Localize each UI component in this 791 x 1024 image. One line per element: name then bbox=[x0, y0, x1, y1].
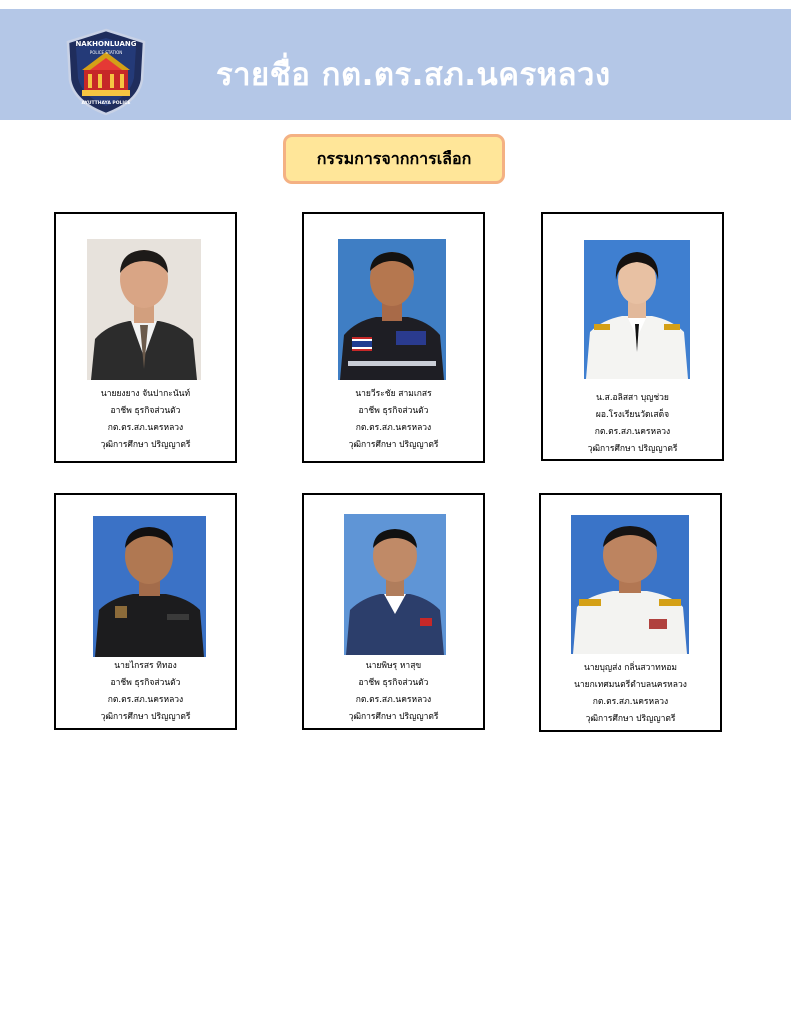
member-name: นายยงยาง จันปากะนันท์ bbox=[100, 389, 191, 399]
member-caption bbox=[56, 386, 235, 454]
member-name: นายพิษรุ หาสุข bbox=[365, 661, 422, 671]
svg-text:NAKHONLUANG: NAKHONLUANG bbox=[75, 40, 137, 48]
member-education: วุฒิการศึกษา ปริญญาตรี bbox=[348, 712, 439, 722]
member-card bbox=[54, 493, 237, 730]
member-caption bbox=[304, 658, 483, 726]
member-caption bbox=[56, 658, 235, 726]
member-affiliation: กต.ตร.สภ.นครหลวง bbox=[107, 423, 184, 433]
member-photo bbox=[344, 514, 446, 655]
member-name: นายวีระชัย สามเกสร bbox=[355, 389, 432, 399]
member-occupation: อาชีพ ธุรกิจส่วนตัว bbox=[358, 406, 429, 416]
svg-text:AYUTTHAYA POLICE: AYUTTHAYA POLICE bbox=[81, 101, 131, 106]
member-photo bbox=[338, 239, 446, 380]
member-name: นายบุญส่ง กลิ่นสวาทหอม bbox=[583, 663, 678, 673]
member-occupation: อาชีพ ธุรกิจส่วนตัว bbox=[110, 406, 181, 416]
member-education: วุฒิการศึกษา ปริญญาตรี bbox=[348, 440, 439, 450]
member-education: วุฒิการศึกษา ปริญญาตรี bbox=[100, 440, 191, 450]
member-photo bbox=[87, 239, 201, 380]
member-affiliation: กต.ตร.สภ.นครหลวง bbox=[355, 695, 432, 705]
member-occupation: นายกเทศมนตรีตำบลนครหลวง bbox=[574, 680, 687, 690]
member-occupation: อาชีพ ธุรกิจส่วนตัว bbox=[110, 678, 181, 688]
member-affiliation: กต.ตร.สภ.นครหลวง bbox=[355, 423, 432, 433]
member-education: วุฒิการศึกษา ปริญญาตรี bbox=[100, 712, 191, 722]
member-education: วุฒิการศึกษา ปริญญาตรี bbox=[585, 714, 676, 724]
svg-text:POLICE STATION: POLICE STATION bbox=[89, 50, 123, 55]
member-photo bbox=[584, 240, 690, 379]
member-caption bbox=[304, 386, 483, 454]
member-affiliation: กต.ตร.สภ.นครหลวง bbox=[107, 695, 184, 705]
member-caption bbox=[543, 390, 722, 458]
page-header bbox=[0, 9, 791, 120]
page-title: รายชื่อ กต.ตร.สภ.นครหลวง bbox=[216, 57, 611, 93]
member-card bbox=[302, 212, 485, 463]
member-occupation: ผอ.โรงเรียนวัดเสด็จ bbox=[595, 410, 670, 420]
member-caption bbox=[541, 660, 720, 728]
member-card bbox=[541, 212, 724, 461]
member-occupation: อาชีพ ธุรกิจส่วนตัว bbox=[358, 678, 429, 688]
member-card bbox=[54, 212, 237, 463]
member-affiliation: กต.ตร.สภ.นครหลวง bbox=[594, 427, 671, 437]
member-photo bbox=[93, 516, 206, 657]
member-name: นายไกรสร ทิทอง bbox=[114, 661, 177, 671]
member-card bbox=[302, 493, 485, 730]
police-station-logo-icon bbox=[64, 28, 148, 116]
section-badge: กรรมการจากการเลือก bbox=[283, 134, 505, 184]
member-photo bbox=[571, 515, 689, 654]
member-affiliation: กต.ตร.สภ.นครหลวง bbox=[592, 697, 669, 707]
member-education: วุฒิการศึกษา ปริญญาตรี bbox=[587, 444, 678, 454]
member-card bbox=[539, 493, 722, 732]
member-name: น.ส.อลิสสา บุญช่วย bbox=[596, 393, 669, 403]
